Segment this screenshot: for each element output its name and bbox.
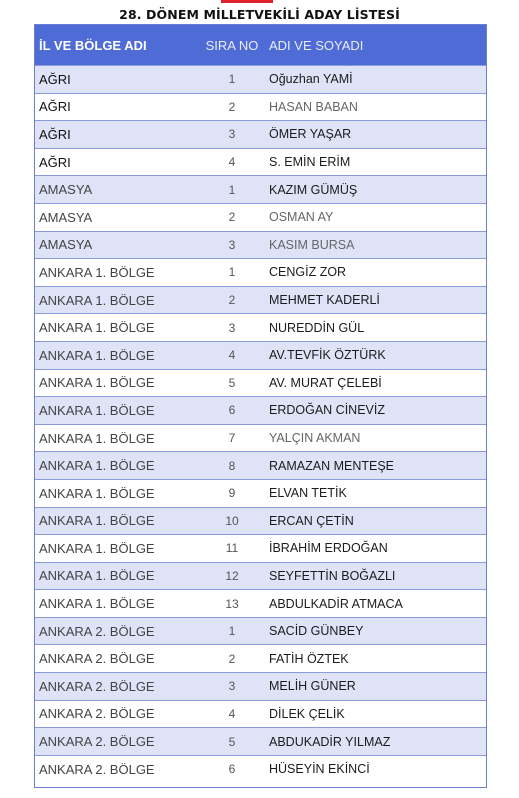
header-order: SIRA NO — [205, 37, 259, 53]
candidate-list-table — [34, 24, 487, 788]
table-row — [35, 562, 486, 590]
row-province: ANKARA 1. BÖLGE — [39, 292, 155, 308]
row-province: ANKARA 1. BÖLGE — [39, 596, 155, 612]
row-name: NUREDDİN GÜL — [269, 320, 365, 335]
row-province: ANKARA 2. BÖLGE — [39, 678, 155, 694]
table-row — [35, 286, 486, 314]
row-name: MELİH GÜNER — [269, 679, 356, 694]
row-order: 12 — [225, 568, 239, 583]
row-province: ANKARA 1. BÖLGE — [39, 513, 155, 529]
row-province: AĞRI — [39, 71, 71, 87]
table-row — [35, 175, 486, 203]
row-province: AMASYA — [39, 237, 93, 253]
row-order: 2 — [228, 651, 236, 666]
row-order: 1 — [228, 265, 236, 280]
row-name: İBRAHİM ERDOĞAN — [269, 541, 388, 556]
row-name: Oğuzhan YAMİ — [269, 72, 353, 87]
row-name: ÖMER YAŞAR — [269, 127, 352, 142]
row-order: 7 — [228, 431, 236, 446]
row-order: 13 — [225, 596, 239, 611]
row-name: ERDOĞAN CİNEVİZ — [269, 403, 385, 418]
row-province: AĞRI — [39, 154, 71, 170]
row-province: AĞRI — [39, 99, 71, 115]
top-accent-bar — [221, 0, 273, 3]
header-province: İL VE BÖLGE ADI — [39, 37, 147, 53]
table-row — [35, 727, 486, 755]
row-name: MEHMET KADERLİ — [269, 293, 380, 308]
row-name: S. EMİN ERİM — [269, 155, 351, 170]
row-province: ANKARA 1. BÖLGE — [39, 347, 155, 363]
row-order: 1 — [228, 72, 236, 87]
row-province: ANKARA 1. BÖLGE — [39, 485, 155, 501]
table-row — [35, 148, 486, 176]
row-name: AV.TEVFİK ÖZTÜRK — [269, 348, 386, 363]
table-row — [35, 396, 486, 424]
table-row — [35, 589, 486, 617]
table-row — [35, 700, 486, 728]
row-province: ANKARA 1. BÖLGE — [39, 568, 155, 584]
row-province: AĞRI — [39, 126, 71, 142]
row-name: ELVAN TETİK — [269, 486, 347, 501]
row-name: DİLEK ÇELİK — [269, 706, 345, 721]
table-body — [35, 65, 486, 782]
table-row — [35, 369, 486, 397]
table-row — [35, 672, 486, 700]
row-name: CENGİZ ZOR — [269, 265, 347, 280]
row-order: 3 — [228, 320, 236, 335]
table-row — [35, 313, 486, 341]
page-title: 28. DÖNEM MİLLETVEKİLİ ADAY LİSTESİ — [119, 7, 400, 22]
row-province: ANKARA 2. BÖLGE — [39, 706, 155, 722]
row-name: RAMAZAN MENTEŞE — [269, 458, 395, 473]
row-order: 11 — [225, 541, 239, 556]
table-row — [35, 258, 486, 286]
row-province: ANKARA 1. BÖLGE — [39, 430, 155, 446]
table-row — [35, 424, 486, 452]
table-row — [35, 534, 486, 562]
row-name: HASAN BABAN — [269, 99, 358, 114]
row-province: AMASYA — [39, 209, 93, 225]
row-order: 3 — [228, 237, 236, 252]
table-row — [35, 755, 486, 783]
row-name: YALÇIN AKMAN — [269, 431, 361, 446]
table-row — [35, 203, 486, 231]
row-order: 5 — [228, 375, 236, 390]
row-order: 2 — [228, 99, 236, 114]
table-row — [35, 231, 486, 259]
row-order: 6 — [228, 403, 236, 418]
table-row — [35, 617, 486, 645]
row-province: ANKARA 2. BÖLGE — [39, 761, 155, 777]
table-row — [35, 479, 486, 507]
row-order: 6 — [228, 762, 236, 777]
row-name: FATİH ÖZTEK — [269, 651, 349, 666]
row-province: ANKARA 1. BÖLGE — [39, 402, 155, 418]
row-name: KAZIM GÜMÜŞ — [269, 182, 358, 197]
row-name: KASIM BURSA — [269, 237, 355, 252]
row-order: 3 — [228, 127, 236, 142]
table-row — [35, 93, 486, 121]
table-header — [35, 25, 486, 65]
row-name: AV. MURAT ÇELEBİ — [269, 375, 382, 390]
table-row — [35, 120, 486, 148]
row-order: 5 — [228, 734, 236, 749]
header-name: ADI VE SOYADI — [269, 37, 364, 53]
row-name: SACİD GÜNBEY — [269, 624, 364, 639]
row-province: ANKARA 1. BÖLGE — [39, 540, 155, 556]
row-order: 1 — [228, 624, 236, 639]
table-row — [35, 644, 486, 672]
row-province: ANKARA 1. BÖLGE — [39, 375, 155, 391]
row-order: 2 — [228, 293, 236, 308]
row-name: ABDUKADİR YILMAZ — [269, 734, 391, 749]
row-province: ANKARA 1. BÖLGE — [39, 320, 155, 336]
row-order: 4 — [228, 348, 236, 363]
row-order: 9 — [228, 486, 236, 501]
row-name: SEYFETTİN BOĞAZLI — [269, 568, 396, 583]
row-order: 10 — [225, 513, 239, 528]
table-row — [35, 451, 486, 479]
row-province: ANKARA 2. BÖLGE — [39, 651, 155, 667]
row-name: ERCAN ÇETİN — [269, 513, 354, 528]
row-province: ANKARA 2. BÖLGE — [39, 734, 155, 750]
row-province: AMASYA — [39, 182, 93, 198]
table-row — [35, 507, 486, 535]
row-order: 4 — [228, 155, 236, 170]
row-name: OSMAN AY — [269, 210, 334, 225]
row-order: 8 — [228, 458, 236, 473]
row-province: ANKARA 1. BÖLGE — [39, 458, 155, 474]
row-order: 1 — [228, 182, 236, 197]
row-order: 2 — [228, 210, 236, 225]
row-order: 3 — [228, 679, 236, 694]
table-row — [35, 65, 486, 93]
row-province: ANKARA 1. BÖLGE — [39, 264, 155, 280]
row-province: ANKARA 2. BÖLGE — [39, 623, 155, 639]
row-order: 4 — [228, 706, 236, 721]
table-row — [35, 341, 486, 369]
row-name: ABDULKADİR ATMACA — [269, 596, 403, 611]
row-name: HÜSEYİN EKİNCİ — [269, 762, 370, 777]
